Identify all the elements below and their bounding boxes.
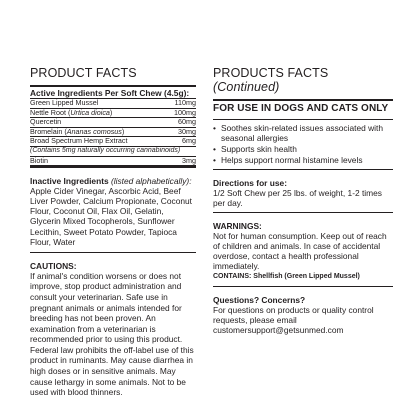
- warnings-rule: [213, 286, 393, 287]
- inactive-ingredients-title: [30, 176, 196, 186]
- benefit-item: • Supports skin health: [213, 144, 393, 154]
- continued-label: (Continued): [213, 80, 280, 94]
- cautions-text: If animal's condition worsens or does not improve, stop product administration and consult your veterinarian. Safe use in pregnant animals or animals intended for breeding has not been proven. An examination from a veterinarian is recommended prior to using this product. Federal law prohibits the off-label use of this product in ruminants. May cause diarrhea in high doses or in sensitive animals. May cause lethargy in some animals. Not to be used with blood thinners.: [30, 270, 194, 398]
- product-facts-continued-heading: [213, 66, 393, 94]
- directions-rule: [213, 212, 393, 213]
- ingredient-amount: 60mg: [178, 117, 196, 127]
- cannabinoid-note: (Contains 5mg naturally occurring cannabinoids): [30, 147, 196, 157]
- ingredient-name: Green Lipped Mussel: [30, 98, 99, 107]
- ingredient-amount: 30mg: [178, 126, 196, 136]
- ingredient-name: Bromelain (Ananas comosus): [30, 126, 125, 136]
- ingredient-amount: 110mg: [174, 98, 196, 107]
- benefit-item: • Helps support normal histamine levels: [213, 155, 393, 165]
- product-facts-right-column: [213, 66, 393, 335]
- ingredient-name: Broad Spectrum Hemp Extract: [30, 136, 128, 146]
- ingredient-row: [30, 137, 196, 147]
- allergen-contains: CONTAINS: Shellfish (Green Lipped Mussel): [213, 272, 360, 280]
- product-facts-heading: PRODUCT FACTS: [30, 66, 137, 80]
- warnings-title: WARNINGS:: [213, 221, 262, 232]
- directions-title: Directions for use:: [213, 178, 287, 188]
- inactive-bottom-rule: [30, 252, 196, 253]
- inactive-ingredients-text: Apple Cider Vinegar, Ascorbic Acid, Beef Liver Powder, Calcium Propionate, Coconut Flour, Coconut Oil, Flax Oil, Gelatin, Glycerin Mixed Tocopherols, Sunflower Lecithin, Sweet Potato Powder, Tapioca Flour, Water: [30, 186, 192, 247]
- ingredient-name: Biotin: [30, 155, 48, 165]
- product-facts-left-column: [30, 66, 196, 398]
- continued-heading-rule: [213, 99, 393, 101]
- warnings-text: Not for human consumption. Keep out of reach of children and animals. In case of accidental overdose, contact a health professional immediately.: [213, 231, 387, 272]
- continued-heading-text: PRODUCTS FACTS: [213, 66, 329, 80]
- questions-title: Questions? Concerns?: [213, 294, 306, 305]
- benefit-item: • Soothes skin-related issues associated with seasonal allergies: [213, 123, 393, 143]
- ingredient-name: Nettle Root (Urtica dioica): [30, 107, 113, 117]
- active-ingredients-header: Active Ingredients Per Soft Chew (4.5g):: [30, 88, 190, 98]
- benefits-rule: [213, 169, 393, 170]
- inactive-qualifier: (listed alphabetically):: [110, 176, 192, 187]
- inactive-title-text: Inactive Ingredients: [30, 176, 109, 187]
- ingredient-amount: 6mg: [182, 136, 196, 146]
- ingredient-amount: 100mg: [174, 107, 196, 117]
- ingredients-bottom-rule: [30, 166, 196, 168]
- benefit-list: [213, 123, 393, 165]
- support-email[interactable]: customersupport@getsunmed.com: [213, 324, 344, 335]
- ingredient-row-biotin: [30, 157, 196, 167]
- questions-text: For questions on products or quality control requests, please email: [213, 304, 374, 325]
- active-ingredient-list: [30, 99, 196, 147]
- usage-rule: [213, 119, 393, 120]
- ingredient-amount: 3mg: [182, 155, 196, 165]
- cautions-title: CAUTIONS:: [30, 260, 77, 271]
- heading-rule: [30, 85, 196, 87]
- usage-statement: FOR USE IN DOGS AND CATS ONLY: [213, 103, 389, 114]
- directions-text: 1/2 Soft Chew per 25 lbs. of weight, 1-2 times per day.: [213, 188, 382, 209]
- ingredient-name: Quercetin: [30, 117, 62, 127]
